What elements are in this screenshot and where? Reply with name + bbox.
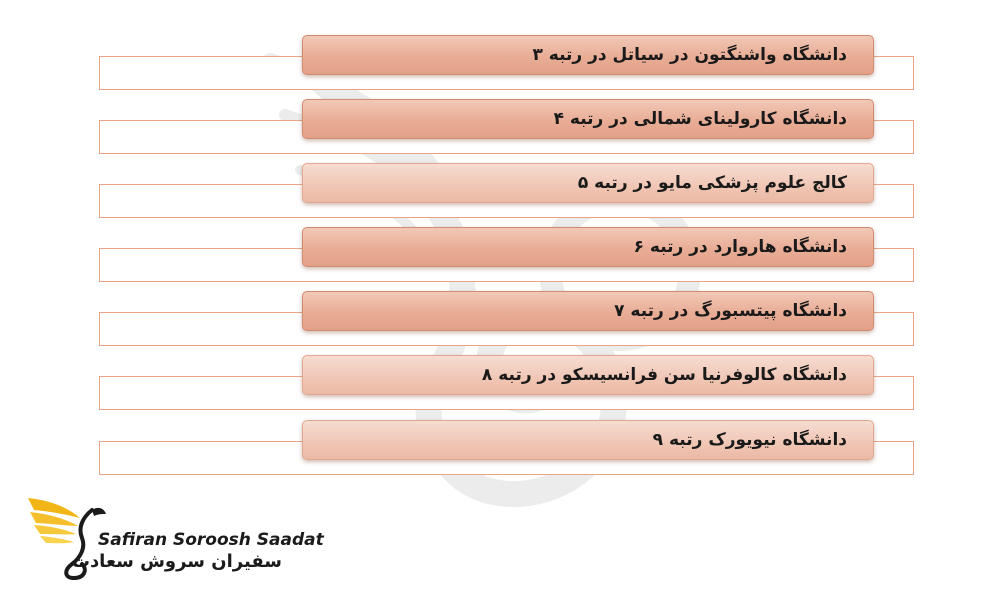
list-item	[99, 420, 915, 500]
item-label: دانشگاه کارولینای شمالی در رتبه ۴	[302, 99, 874, 139]
brand-logo	[26, 492, 324, 582]
item-label: دانشگاه پیتسبورگ در رتبه ۷	[302, 291, 874, 331]
brand-name-fa: سفیران سروش سعادت	[71, 551, 282, 572]
brand-name-en: Safiran Soroosh Saadat	[98, 530, 324, 550]
item-label: دانشگاه کالوفرنیا سن فرانسیسکو در رتبه ۸	[302, 355, 874, 395]
item-label: دانشگاه نیویورک رتبه ۹	[302, 420, 874, 460]
item-label: دانشگاه هاروارد در رتبه ۶	[302, 227, 874, 267]
item-label: کالج علوم پزشکی مایو در رتبه ۵	[302, 163, 874, 203]
item-label: دانشگاه واشنگتون در سیاتل در رتبه ۳	[302, 35, 874, 75]
